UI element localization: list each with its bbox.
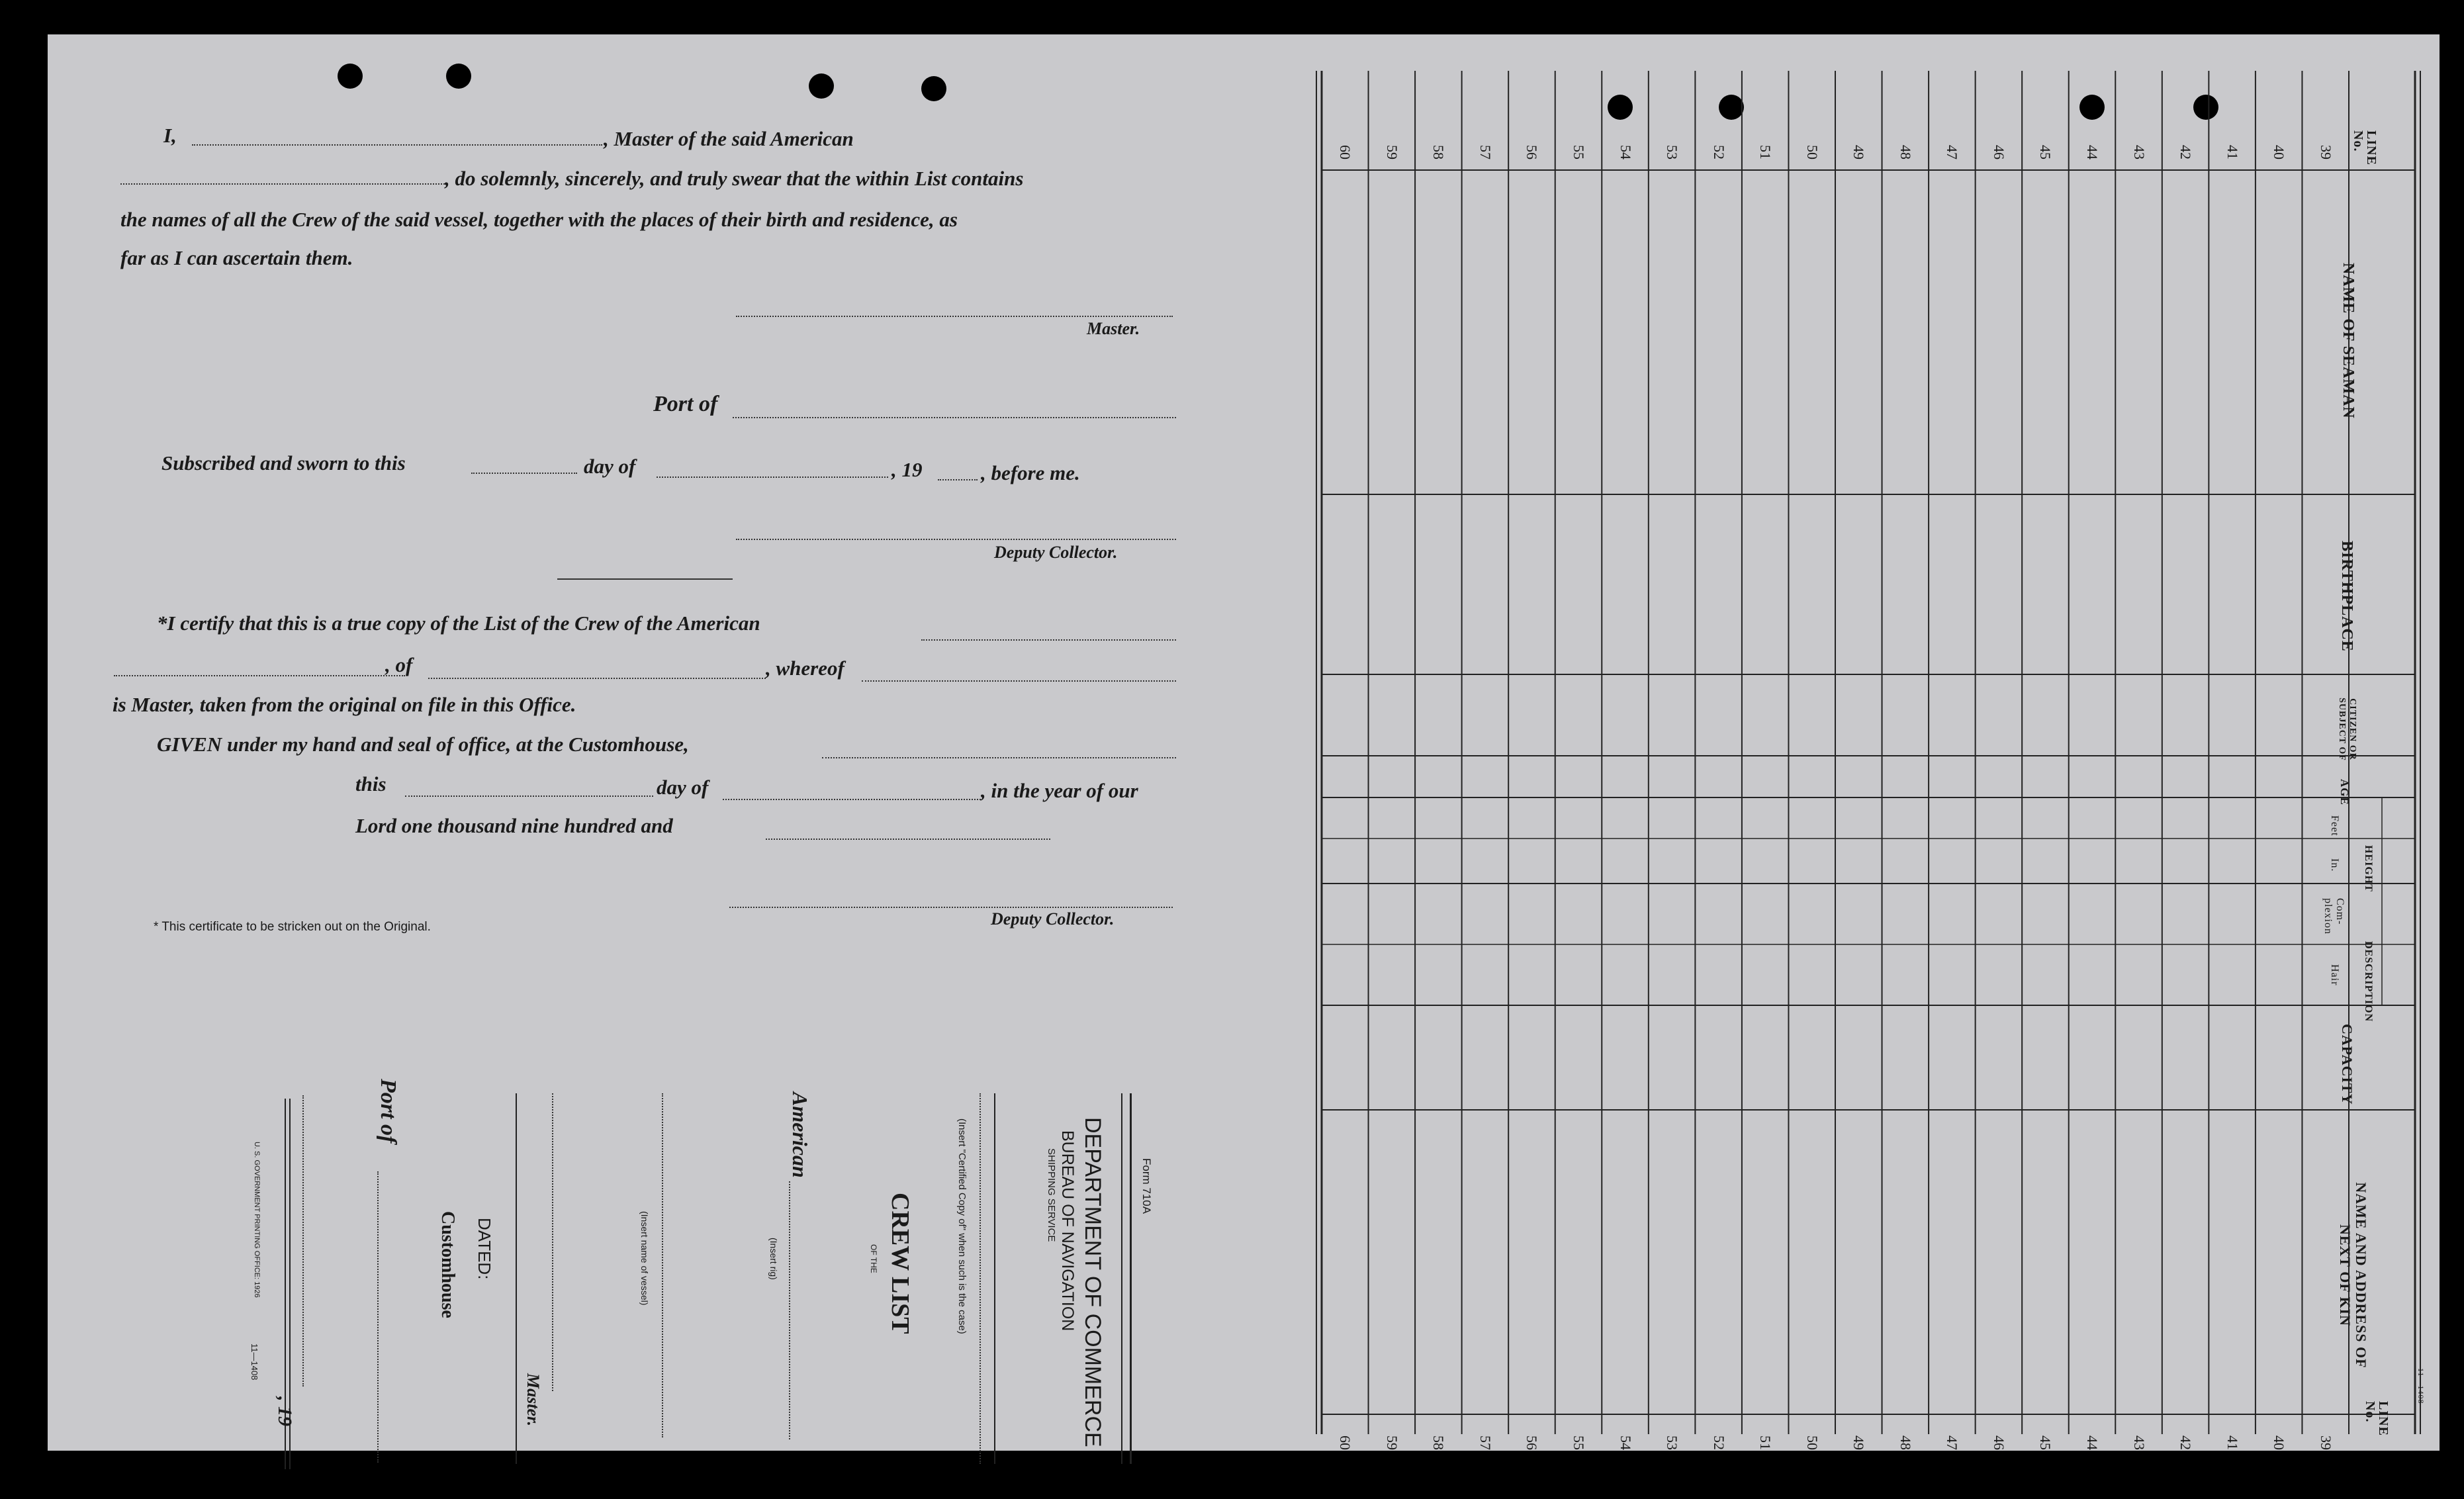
line-number: 60 — [1337, 1435, 1354, 1450]
cover-insert-rig: (Insert rig) — [768, 1238, 779, 1280]
line-number: 44 — [2084, 1435, 2101, 1450]
cover-year: , 19 — [274, 1396, 296, 1426]
year-of-our: , in the year of our — [981, 779, 1138, 802]
line-number: 44 — [2084, 145, 2101, 159]
line-number: 49 — [1850, 145, 1868, 159]
oath-line1: , Master of the said American — [604, 127, 854, 150]
line-number: 60 — [1337, 145, 1354, 159]
line-number: 45 — [2037, 145, 2054, 159]
line-number: 43 — [2130, 145, 2148, 159]
certified-vessel-field[interactable] — [921, 639, 1176, 641]
line-number: 54 — [1617, 145, 1634, 159]
line-number: 46 — [1990, 1435, 2007, 1450]
of-text: , of — [385, 653, 413, 676]
header-name: NAME OF SEAMAN — [2340, 263, 2357, 419]
line-number: 52 — [1710, 1435, 1727, 1450]
line-number: 56 — [1524, 1435, 1541, 1450]
day-of-text: day of — [584, 455, 636, 478]
cover-crew-list: CREW LIST — [886, 1193, 914, 1334]
header-birthplace: BIRTHPLACE — [2338, 541, 2355, 652]
line-number: 50 — [1803, 1435, 1821, 1450]
whereof-text: , whereof — [766, 657, 844, 680]
header-description: DESCRIPTION — [2363, 941, 2374, 1022]
header-next-of-kin: NAME AND ADDRESS OF NEXT OF KIN — [2337, 1182, 2369, 1369]
line-number: 40 — [2271, 1435, 2288, 1450]
line-number: 41 — [2224, 145, 2241, 159]
punch-hole — [446, 64, 471, 89]
deputy-label: Deputy Collector. — [994, 543, 1118, 562]
crew-table — [1310, 71, 2432, 1450]
year-field[interactable] — [938, 479, 978, 480]
line-number: 59 — [1383, 145, 1400, 159]
divider — [557, 578, 733, 580]
deputy-signature-line[interactable] — [736, 539, 1176, 540]
cover-of-the: OF THE — [869, 1244, 878, 1273]
cover-form-code: 11—1408 — [250, 1343, 259, 1381]
header-age: AGE — [2338, 779, 2351, 805]
oath-line4: far as I can ascertain them. — [120, 246, 353, 269]
rule — [1121, 1093, 1122, 1464]
header-hair: Hair — [2329, 964, 2340, 986]
month-field[interactable] — [657, 477, 888, 478]
master-name-field[interactable] — [192, 144, 602, 146]
line-number: 52 — [1710, 145, 1727, 159]
line-number: 39 — [2317, 145, 2334, 159]
line-number: 46 — [1990, 145, 2007, 159]
year-text: , 19 — [891, 458, 923, 481]
line-number: 55 — [1571, 145, 1587, 159]
line-number: 45 — [2037, 1435, 2054, 1450]
cover-panel — [250, 1079, 1153, 1476]
certificate-line1: *I certify that this is a true copy of the List of the Crew of the American — [157, 612, 760, 635]
master-label: Master. — [1087, 319, 1140, 338]
cover-port-of: Port of — [376, 1079, 400, 1144]
line-number: 42 — [2177, 1435, 2195, 1450]
lord-text: Lord one thousand nine hundred and — [355, 814, 673, 837]
header-capacity: CAPACITY — [2339, 1024, 2355, 1105]
punch-hole — [338, 64, 363, 89]
cert-day-of: day of — [657, 776, 709, 799]
cover-form: Form 710A — [1140, 1158, 1153, 1214]
cert-year-field[interactable] — [766, 839, 1050, 840]
line-number: 43 — [2130, 1435, 2148, 1450]
header-height: HEIGHT — [2363, 845, 2374, 892]
vessel-name-field[interactable] — [120, 183, 445, 185]
vessel-field[interactable] — [662, 1093, 664, 1437]
rule — [1130, 1093, 1132, 1464]
line-number: 57 — [1477, 1435, 1494, 1450]
cover-service: SHIPPING SERVICE — [1046, 1148, 1057, 1242]
header-feet: Feet — [2329, 815, 2340, 837]
line-number: 54 — [1617, 1435, 1634, 1450]
certificate-line3: is Master, taken from the original on file in this Office. — [113, 693, 576, 716]
line-number: 41 — [2224, 1435, 2241, 1450]
cover-bureau: BUREAU OF NAVIGATION — [1058, 1130, 1077, 1332]
line-number: 53 — [1664, 145, 1681, 159]
cover-dated: DATED: — [475, 1218, 494, 1280]
line-number: 58 — [1430, 1435, 1447, 1450]
oath-i: I, — [163, 124, 177, 147]
given-text: GIVEN under my hand and seal of office, at the Customhouse, — [157, 733, 689, 756]
cover-customhouse: Customhouse — [437, 1211, 458, 1318]
cover-department: DEPARTMENT OF COMMERCE — [1080, 1117, 1105, 1447]
rule — [516, 1093, 517, 1464]
line-number: 50 — [1803, 145, 1821, 159]
port-label: Port of — [653, 392, 718, 416]
cert-deputy-line[interactable] — [729, 907, 1173, 908]
oath-line2: , do solemnly, sincerely, and truly swear that the within List contains — [445, 167, 1024, 190]
footnote: * This certificate to be stricken out on the Original. — [154, 920, 431, 934]
cover-american: American — [788, 1092, 812, 1178]
rule — [980, 1093, 982, 1464]
table-grid — [1310, 71, 2432, 1434]
header-complexion: Com-plexion — [2322, 898, 2346, 934]
line-number: 39 — [2317, 1435, 2334, 1450]
line-number: 48 — [1897, 1435, 1914, 1450]
oath-line3: the names of all the Crew of the said vessel, together with the places of their birth and residence, as — [120, 208, 958, 231]
before-me-text: , before me. — [981, 461, 1080, 484]
document-page — [48, 34, 2440, 1451]
line-number: 42 — [2177, 145, 2195, 159]
master-field[interactable] — [552, 1093, 555, 1391]
of-field[interactable] — [428, 678, 766, 679]
cert-day-field[interactable] — [405, 795, 653, 797]
line-number: 53 — [1664, 1435, 1681, 1450]
day-field[interactable] — [471, 473, 577, 474]
line-number: 48 — [1897, 145, 1914, 159]
header-citizen: CITIZEN OR SUBJECT OF — [2337, 698, 2357, 761]
cert-deputy-label: Deputy Collector. — [991, 909, 1115, 929]
line-number: 55 — [1571, 1435, 1587, 1450]
cover-master: Master. — [524, 1373, 543, 1427]
cover-insert-vessel: (Insert name of vessel) — [639, 1211, 650, 1306]
punch-hole — [921, 76, 946, 101]
year-field[interactable] — [302, 1095, 305, 1386]
whereof-field[interactable] — [862, 680, 1176, 682]
header-inches: In. — [2329, 858, 2340, 872]
punch-hole — [809, 73, 834, 99]
line-number: 40 — [2271, 145, 2288, 159]
rig-field[interactable] — [789, 1181, 792, 1439]
cover-printing: U. S. GOVERNMENT PRINTING OFFICE: 1926 — [253, 1142, 261, 1298]
cover-insert-certified: (Insert "Certified Copy of" when such is the case) — [956, 1118, 968, 1334]
subscribed-text: Subscribed and sworn to this — [161, 451, 406, 475]
line-number: 49 — [1850, 1435, 1868, 1450]
header-line-no: LINE No. — [2351, 130, 2379, 165]
customhouse-field[interactable] — [822, 757, 1176, 758]
this-text: this — [355, 772, 387, 795]
line-number: 58 — [1430, 145, 1447, 159]
cert-month-field[interactable] — [723, 799, 981, 800]
line-number: 59 — [1383, 1435, 1400, 1450]
master-signature-line[interactable] — [736, 316, 1173, 317]
port-field[interactable] — [733, 417, 1176, 418]
line-number: 51 — [1757, 1435, 1774, 1450]
table-form-code: 11—1408 — [2416, 1368, 2426, 1404]
line-number: 56 — [1524, 145, 1541, 159]
port-field[interactable] — [377, 1171, 380, 1463]
certified-vessel-name-field[interactable] — [114, 675, 405, 676]
rule — [994, 1093, 995, 1464]
line-number: 47 — [1944, 145, 1961, 159]
line-number: 47 — [1944, 1435, 1961, 1450]
line-number: 57 — [1477, 145, 1494, 159]
line-number: 51 — [1757, 145, 1774, 159]
footer-line-no: LINE No. — [2363, 1401, 2391, 1436]
